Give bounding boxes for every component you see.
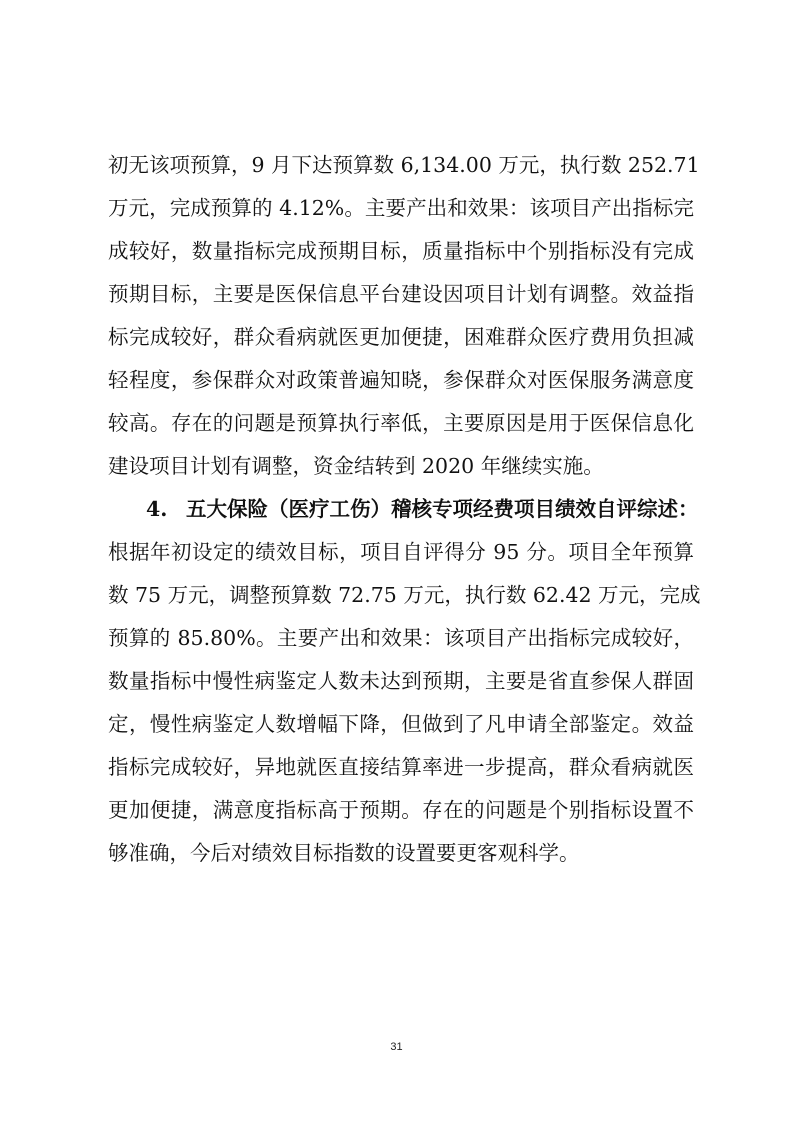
paragraph-1-line-7: 较高。存在的问题是预算执行率低，主要原因是用于医保信息化 [108, 411, 694, 435]
section-4-heading-line [146, 489, 699, 529]
section-4-line-1: 根据年初设定的绩效目标，项目自评得分 95 分。项目全年预算 [108, 540, 694, 564]
section-4-line-8: 够准确，今后对绩效目标指数的设置要更客观科学。 [108, 841, 580, 865]
paragraph-1-line-6: 轻程度，参保群众对政策普遍知晓，参保群众对医保服务满意度 [108, 368, 694, 392]
paragraph-1-line-3: 成较好，数量指标完成预期目标，质量指标中个别指标没有完成 [108, 239, 694, 263]
section-4-line-6: 指标完成较好，异地就医直接结算率进一步提高，群众看病就医 [108, 755, 694, 779]
paragraph-1-line-8: 建设项目计划有调整，资金结转到 2020 年继续实施。 [108, 454, 604, 478]
section-4-line-5: 定，慢性病鉴定人数增幅下降，但做到了凡申请全部鉴定。效益 [108, 712, 694, 736]
paragraph-1-line-5: 标完成较好，群众看病就医更加便捷，困难群众医疗费用负担减 [108, 325, 694, 349]
paragraph-1-line-2: 万元，完成预算的 4.12%。主要产出和效果：该项目产出指标完 [108, 196, 694, 220]
section-4-line-3: 预算的 85.80%。主要产出和效果：该项目产出指标完成较好， [108, 626, 694, 650]
page-number: 31 [390, 1041, 403, 1053]
section-heading: 五大保险（医疗工伤）稽核专项经费项目绩效自评综述： [186, 497, 699, 521]
section-number: 4. [146, 497, 168, 521]
section-4-line-7: 更加便捷，满意度指标高于预期。存在的问题是个别指标设置不 [108, 798, 694, 822]
section-4-line-2: 数 75 万元，调整预算数 72.75 万元，执行数 62.42 万元，完成 [108, 583, 701, 607]
paragraph-1-line-4: 预期目标，主要是医保信息平台建设因项目计划有调整。效益指 [108, 282, 694, 306]
section-4-line-4: 数量指标中慢性病鉴定人数未达到预期，主要是省直参保人群固 [108, 669, 694, 693]
paragraph-1-line-1: 初无该项预算，9 月下达预算数 6,134.00 万元，执行数 252.71 [108, 153, 700, 177]
